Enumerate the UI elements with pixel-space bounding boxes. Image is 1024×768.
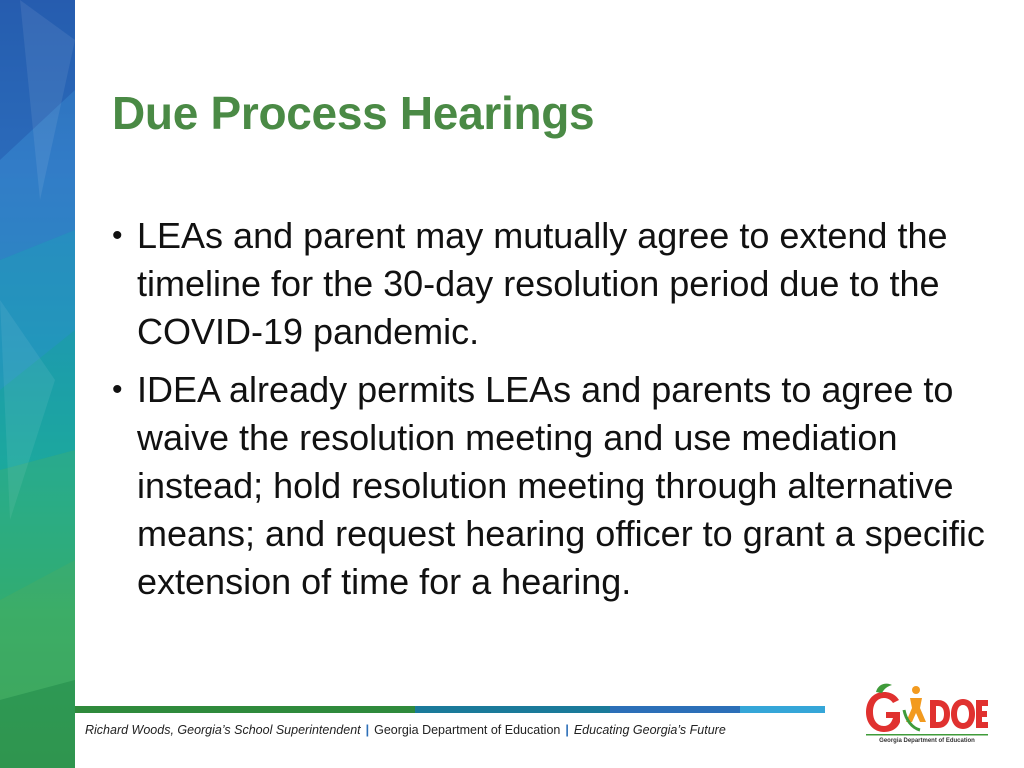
- logo-apple-g-icon: [866, 692, 900, 732]
- logo-doe-letters-icon: [930, 699, 988, 729]
- decorative-side-band: [0, 0, 75, 768]
- footer-divider-segment: [415, 706, 610, 713]
- side-band-facets: [0, 0, 75, 768]
- bullet-text: IDEA already permits LEAs and parents to agree to waive the resolution meeting and use mediation instead; hold resolution meeting through alternative means; and request hearing officer to grant a specific extension of time for a hearing.: [137, 369, 985, 602]
- logo-underline: [866, 734, 988, 736]
- logo-subtitle: Georgia Department of Education: [879, 738, 975, 744]
- footer-divider-segment: [75, 706, 415, 713]
- bullet-text: LEAs and parent may mutually agree to extend the timeline for the 30-day resolution period due to the COVID-19 pandemic.: [137, 215, 948, 352]
- bullet-item: [112, 212, 992, 356]
- footer-tagline: Educating Georgia’s Future: [573, 723, 726, 737]
- bullet-item: [112, 366, 992, 606]
- footer-separator: |: [565, 723, 569, 737]
- logo-figure-head-icon: [912, 686, 920, 694]
- logo-figure-body-icon: [906, 698, 926, 722]
- footer-divider-segment: [610, 706, 740, 713]
- bullet-glyph: •: [112, 219, 123, 252]
- footer-divider-segment: [740, 706, 825, 713]
- footer-divider: [75, 706, 825, 713]
- footer-superintendent: Richard Woods, Georgia’s School Superintendent: [85, 723, 361, 737]
- logo-leaf-icon: [876, 684, 892, 693]
- footer: [85, 723, 845, 737]
- footer-separator: |: [365, 723, 370, 737]
- bullet-glyph: •: [112, 373, 123, 406]
- slide-title: Due Process Hearings: [112, 87, 595, 139]
- bullet-list: [112, 212, 992, 616]
- footer-department: Georgia Department of Education: [374, 723, 561, 737]
- gadoe-logo: [862, 678, 990, 744]
